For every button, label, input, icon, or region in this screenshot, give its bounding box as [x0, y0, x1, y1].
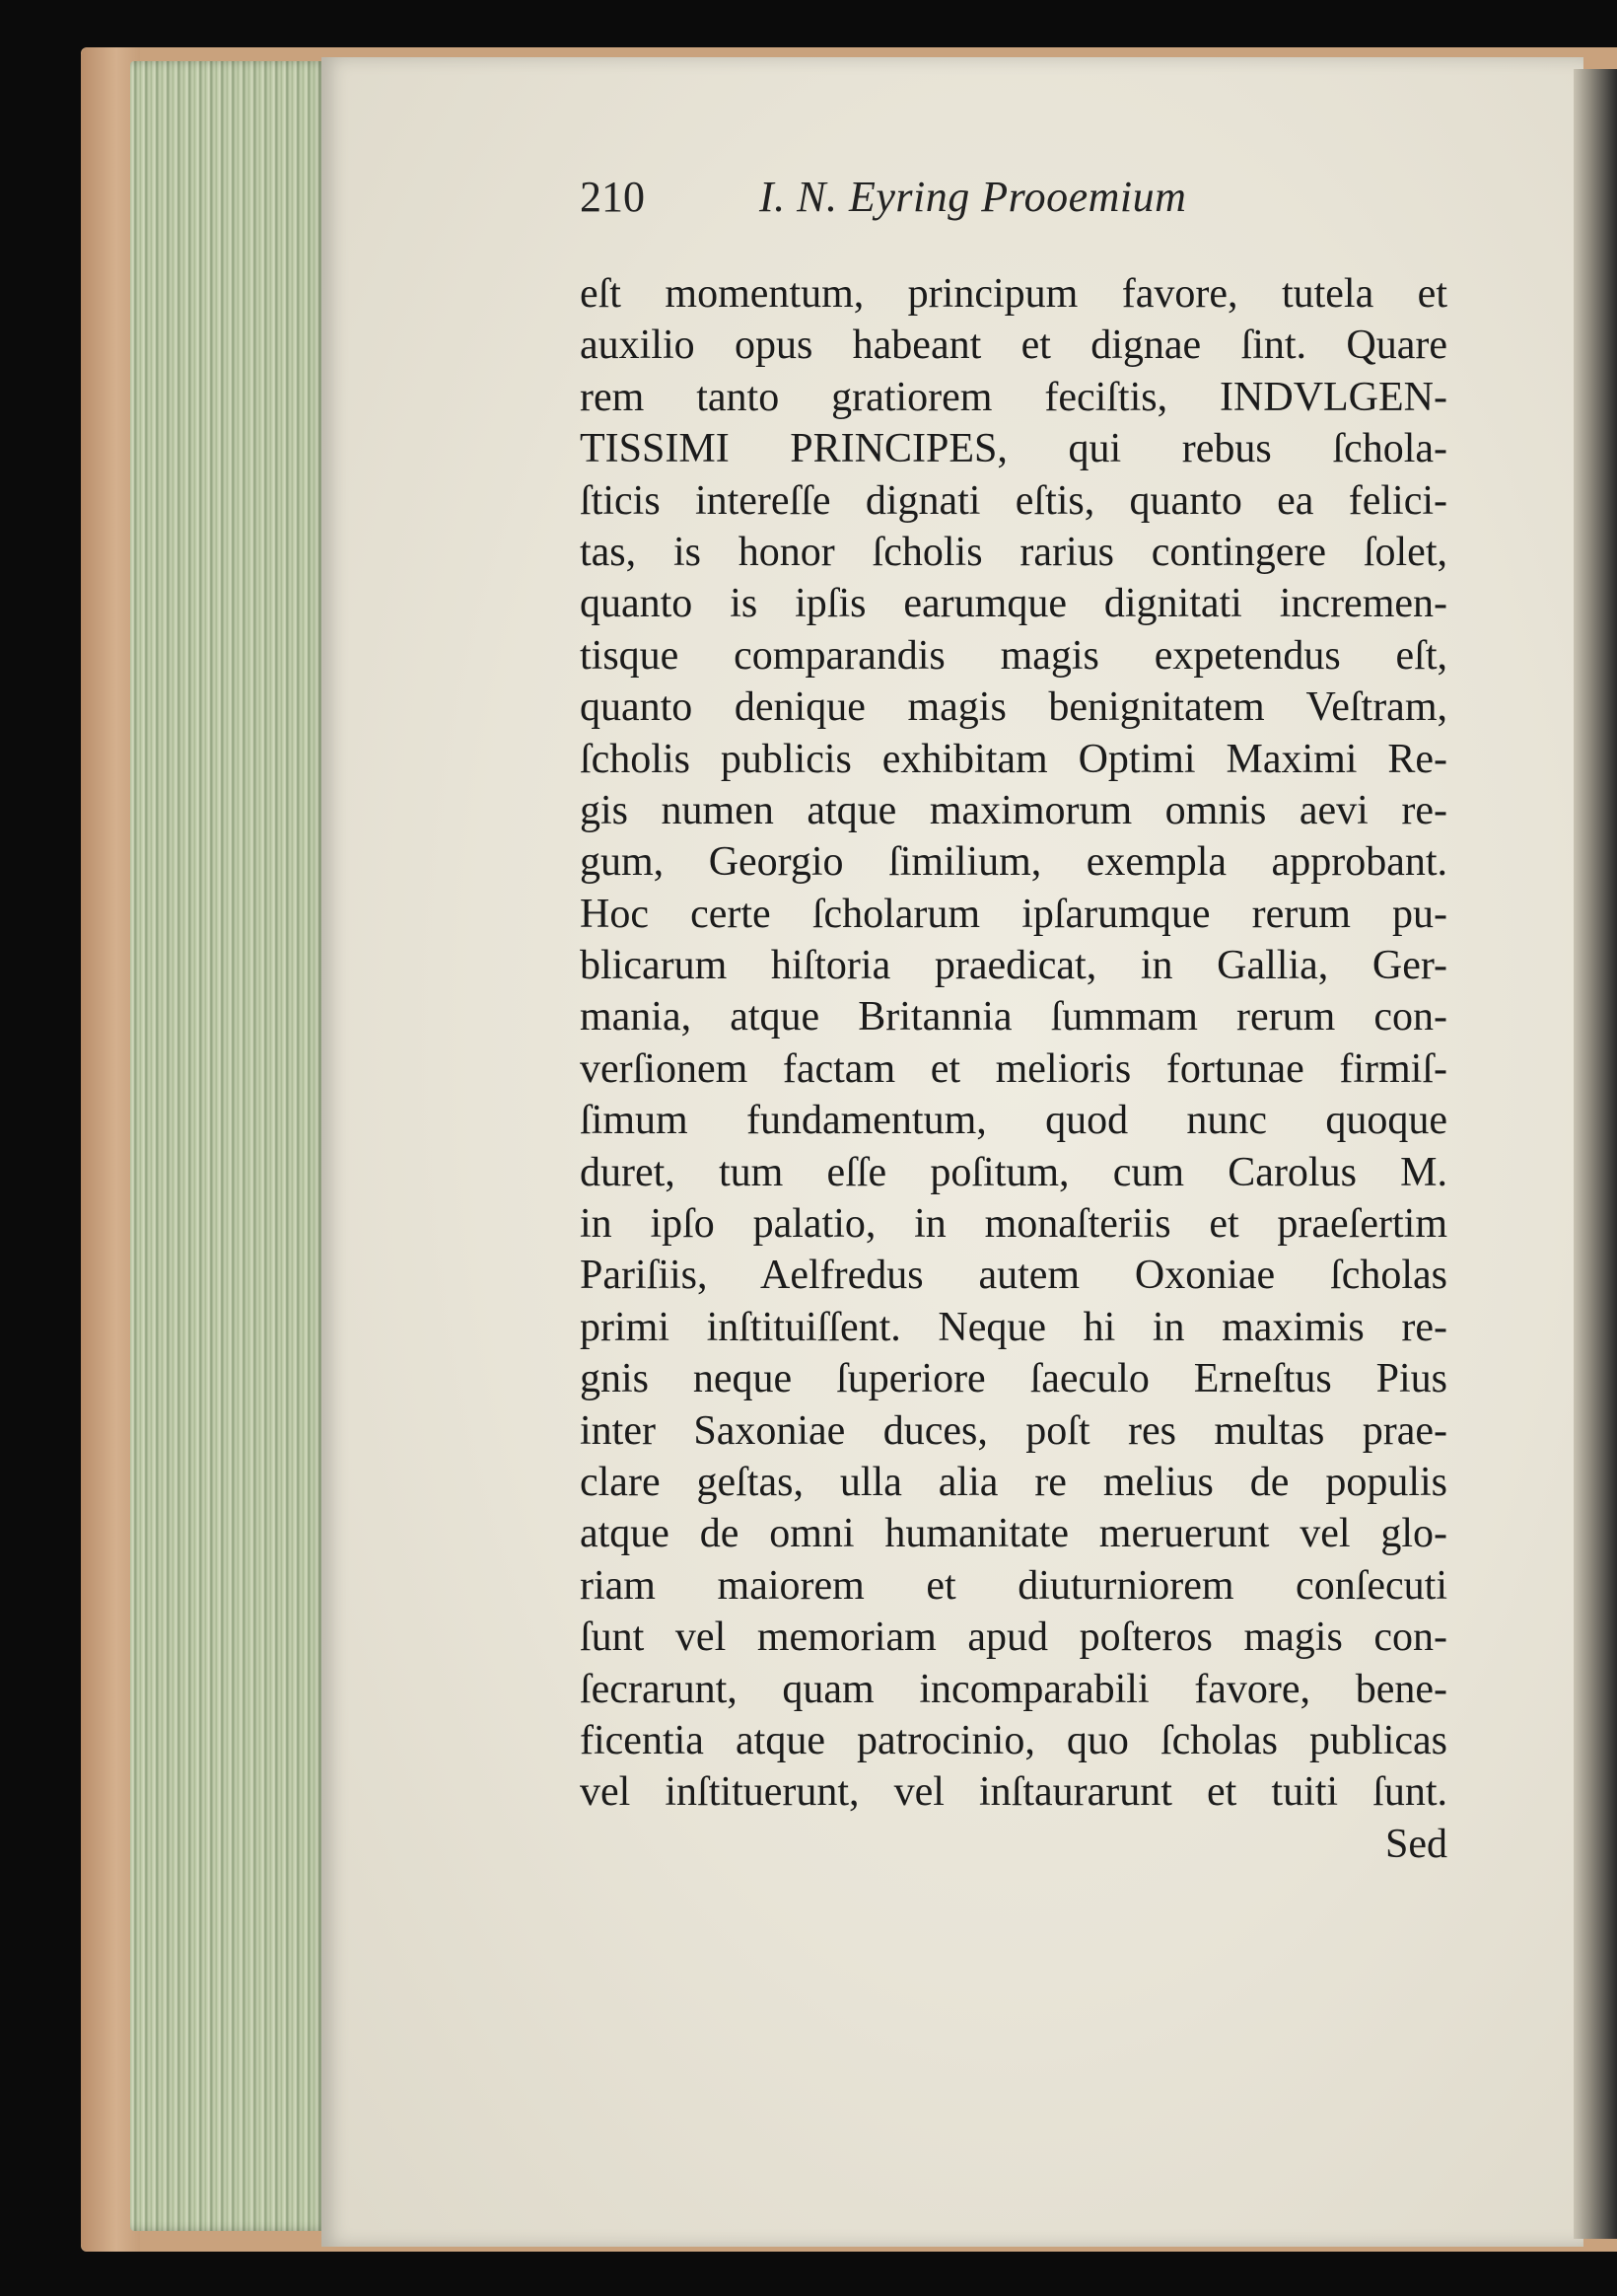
text-line: Pariſiis, Aelfredus autem Oxoniae ſcholas [580, 1253, 1447, 1299]
text-line: ſecrarunt, quam incomparabili favore, bene- [580, 1666, 1447, 1712]
text-line: ſcholis publicis exhibitam Optimi Maximi Re- [580, 736, 1447, 782]
text-line: rem tanto gratiorem feciſtis, INDVLGEN- [580, 374, 1447, 420]
text-line: clare geſtas, ulla alia re melius de populis [580, 1459, 1447, 1505]
text-line: quanto is ipſis earumque dignitati incremen- [580, 581, 1447, 627]
text-line: primi inſtituiſſent. Neque hi in maximis re- [580, 1304, 1447, 1350]
catchword: Sed [1385, 1821, 1447, 1867]
facing-page-edge [1574, 69, 1617, 2239]
running-head-title: I. N. Eyring Prooemium [759, 173, 1187, 221]
text-line: vel inſtituerunt, vel inſtaurarunt et tuiti ſunt. [580, 1769, 1447, 1816]
text-line: blicarum hiſtoria praedicat, in Gallia, Ger- [580, 943, 1447, 989]
text-line: ſimum fundamentum, quod nunc quoque [580, 1098, 1447, 1144]
text-line: ſticis intereſſe dignati eſtis, quanto ea felici- [580, 477, 1447, 524]
text-line: TISSIMI PRINCIPES, qui rebus ſchola- [580, 426, 1447, 472]
text-line: atque de omni humanitate meruerunt vel glo- [580, 1511, 1447, 1557]
text-line: quanto denique magis benignitatem Veſtram, [580, 684, 1447, 731]
text-line: gnis neque ſuperiore ſaeculo Erneſtus Pius [580, 1356, 1447, 1402]
body-text [580, 268, 1447, 1870]
text-line: gum, Georgio ſimilium, exempla approbant. [580, 839, 1447, 886]
text-line: tisque comparandis magis expetendus eſt, [580, 632, 1447, 679]
text-line: in ipſo palatio, in monaſteriis et praeſertim [580, 1201, 1447, 1248]
page-number: 210 [580, 173, 645, 221]
running-header [580, 166, 1329, 235]
text-line: riam maiorem et diuturniorem conſecuti [580, 1562, 1447, 1609]
text-line: mania, atque Britannia ſummam rerum con- [580, 994, 1447, 1040]
page-edges [130, 61, 327, 2231]
text-line: auxilio opus habeant et dignae ſint. Quare [580, 323, 1447, 369]
text-line: tas, is honor ſcholis rarius contingere ſolet, [580, 529, 1447, 575]
text-line: gis numen atque maximorum omnis aevi re- [580, 787, 1447, 833]
text-line: eſt momentum, principum favore, tutela et [580, 271, 1447, 317]
text-line: verſionem factam et melioris fortunae firmiſ- [580, 1045, 1447, 1092]
text-line: ficentia atque patrocinio, quo ſcholas publicas [580, 1717, 1447, 1763]
text-line: Hoc certe ſcholarum ipſarumque rerum pu- [580, 891, 1447, 937]
text-line: inter Saxoniae duces, poſt res multas prae- [580, 1407, 1447, 1454]
text-line: duret, tum eſſe poſitum, cum Carolus M. [580, 1149, 1447, 1195]
text-line: ſunt vel memoriam apud poſteros magis con- [580, 1614, 1447, 1661]
